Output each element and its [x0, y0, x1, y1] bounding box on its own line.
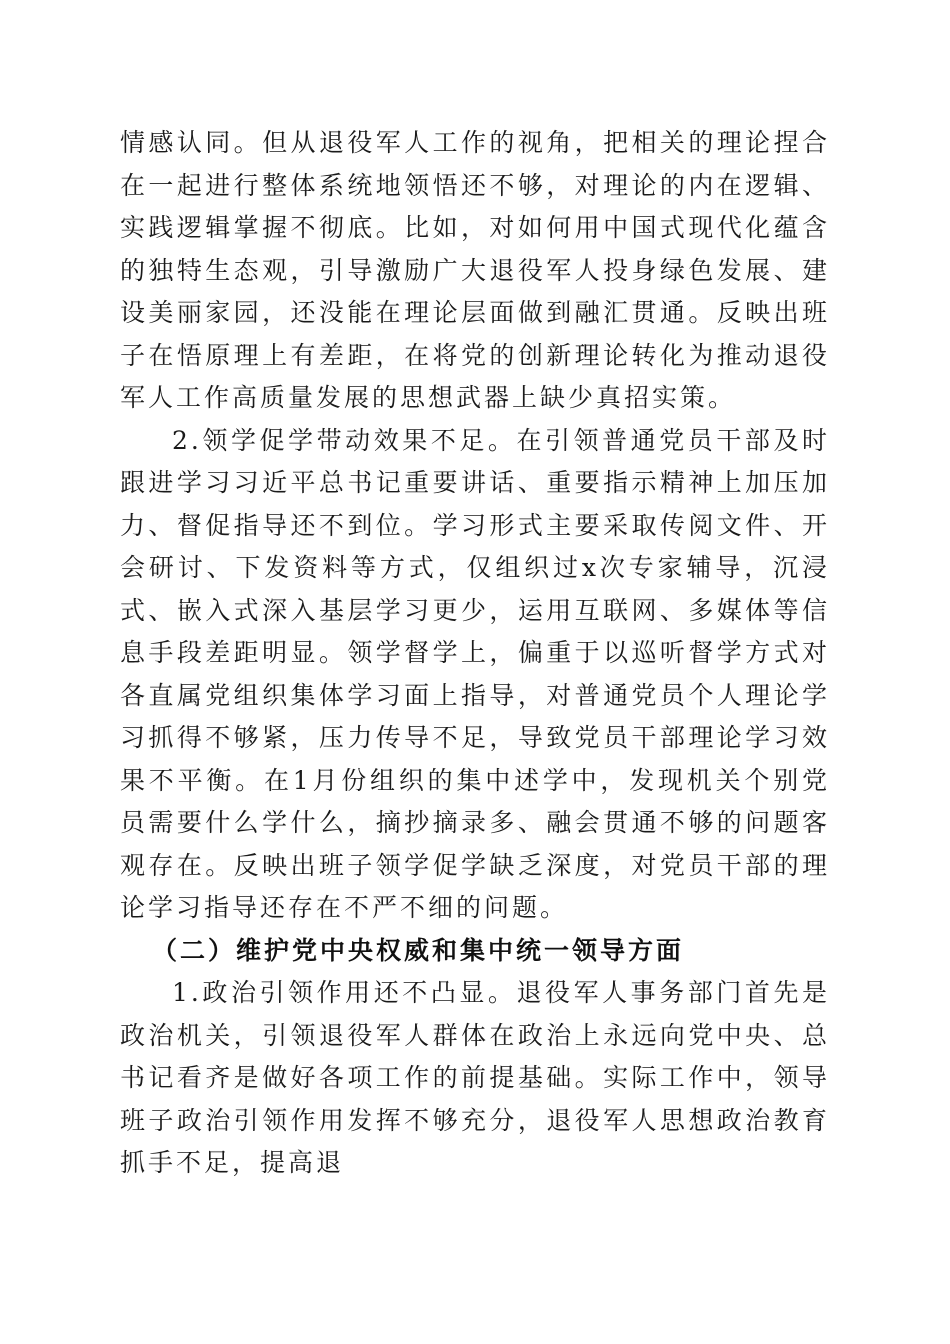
paragraph-item-2: 2.领学促学带动效果不足。在引领普通党员干部及时跟进学习习近平总书记重要讲话、重要指示精神上加压加力、督促指导还不到位。学习形式主要采取传阅文件、开会研讨、下发资料等方式，仅组织过x次专家辅导，沉浸式、嵌入式深入基层学习更少，运用互联网、多媒体等信息手段差距明显。领学督学上，偏重于以巡听督学方式对各直属党组织集体学习面上指导，对普通党员个人理论学习抓得不够紧，压力传导不足，导致党员干部理论学习效果不平衡。在1月份组织的集中述学中，发现机关个别党员需要什么学什么，摘抄摘录多、融会贯通不够的问题客观存在。反映出班子领学促学缺乏深度，对党员干部的理论学习指导还存在不严不细的问题。 [120, 425, 830, 922]
paragraph-item-1: 1.政治引领作用还不凸显。退役军人事务部门首先是政治机关，引领退役军人群体在政治上永远向党中央、总书记看齐是做好各项工作的前提基础。实际工作中，领导班子政治引领作用发挥不够充分，退役军人思想政治教育抓手不足，提高退 [120, 978, 830, 1177]
paragraph-continuation: 情感认同。但从退役军人工作的视角，把相关的理论捏合在一起进行整体系统地领悟还不够，对理论的内在逻辑、实践逻辑掌握不彻底。比如，对如何用中国式现代化蕴含的独特生态观，引导激励广大退役军人投身绿色发展、建设美丽家园，还没能在理论层面做到融汇贯通。反映出班子在悟原理上有差距，在将党的创新理论转化为推动退役军人工作高质量发展的思想武器上缺少真招实策。 [120, 128, 830, 412]
document-body [120, 122, 830, 1185]
section-heading: （二）维护党中央权威和集中统一领导方面 [152, 935, 685, 965]
